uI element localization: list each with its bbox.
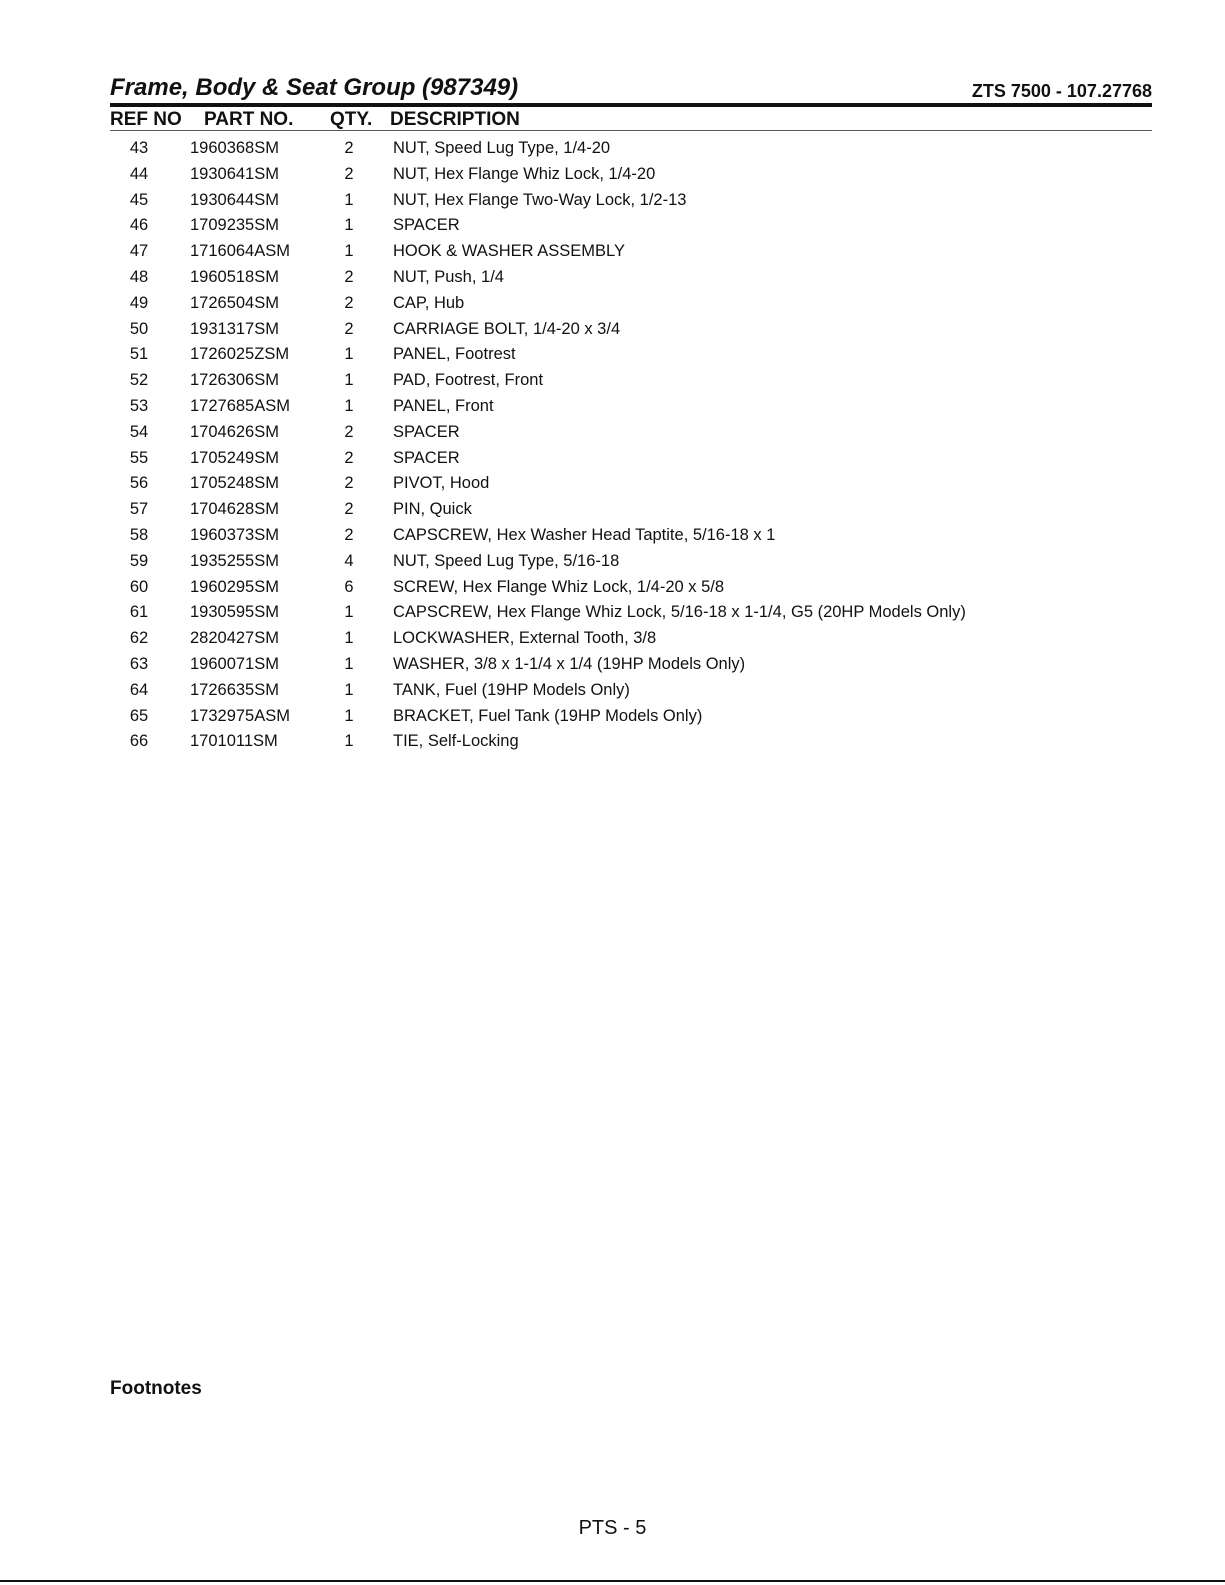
description-cell: SPACER: [393, 422, 460, 441]
column-header-underline: [110, 130, 1152, 131]
ref-no-cell: 50: [129, 319, 149, 338]
description-cell: CAPSCREW, Hex Washer Head Taptite, 5/16-18 x 1: [393, 525, 776, 544]
table-row: [0, 214, 1225, 240]
part-no-cell: 1726635SM: [190, 680, 279, 699]
section-title: Frame, Body & Seat Group (987349): [110, 74, 519, 101]
table-row: [0, 421, 1225, 447]
description-cell: CARRIAGE BOLT, 1/4-20 x 3/4: [393, 319, 621, 338]
description-cell: NUT, Push, 1/4: [393, 267, 504, 286]
column-header-part-no: PART NO.: [204, 109, 294, 130]
part-no-cell: 1930644SM: [190, 190, 279, 209]
qty-cell: 4: [344, 551, 354, 570]
qty-cell: 1: [344, 603, 354, 622]
table-row: [0, 550, 1225, 576]
table-row: [0, 292, 1225, 318]
description-cell: WASHER, 3/8 x 1-1/4 x 1/4 (19HP Models Only): [393, 654, 746, 673]
ref-no-cell: 46: [129, 216, 149, 235]
description-cell: NUT, Speed Lug Type, 5/16-18: [393, 551, 620, 570]
ref-no-cell: 44: [129, 164, 149, 183]
description-cell: CAP, Hub: [393, 293, 465, 312]
table-row: [0, 343, 1225, 369]
table-row: [0, 601, 1225, 627]
description-cell: SPACER: [393, 448, 460, 467]
table-row: [0, 627, 1225, 653]
part-no-cell: 1732975ASM: [190, 706, 290, 725]
table-row: [0, 576, 1225, 602]
description-cell: LOCKWASHER, External Tooth, 3/8: [393, 629, 657, 648]
part-no-cell: 1930595SM: [190, 603, 279, 622]
table-row: [0, 189, 1225, 215]
ref-no-cell: 49: [129, 293, 149, 312]
table-row: [0, 369, 1225, 395]
part-no-cell: 1704628SM: [190, 500, 279, 519]
description-cell: NUT, Speed Lug Type, 1/4-20: [393, 139, 611, 157]
header-divider: [110, 103, 1152, 107]
parts-list: [0, 137, 1225, 756]
part-no-cell: 1960295SM: [190, 577, 279, 596]
part-no-cell: 1726306SM: [190, 371, 279, 390]
table-row: [0, 163, 1225, 189]
model-number: ZTS 7500 - 107.27768: [971, 81, 1152, 101]
column-header-qty: QTY.: [330, 109, 373, 130]
ref-no-cell: 58: [129, 525, 149, 544]
ref-no-cell: 62: [129, 629, 149, 648]
qty-cell: 1: [344, 396, 354, 415]
qty-cell: 2: [344, 525, 354, 544]
qty-cell: 1: [344, 706, 354, 725]
ref-no-cell: 54: [129, 422, 149, 441]
table-row: [0, 653, 1225, 679]
description-cell: NUT, Hex Flange Two-Way Lock, 1/2-13: [393, 190, 687, 209]
page-header: [110, 72, 1152, 104]
part-no-cell: 1701011SM: [190, 732, 278, 751]
ref-no-cell: 65: [129, 706, 149, 725]
table-row: [0, 705, 1225, 731]
description-cell: CAPSCREW, Hex Flange Whiz Lock, 5/16-18 x 1-1/4, G5 (20HP Models Only): [393, 603, 966, 622]
description-cell: PANEL, Front: [393, 396, 494, 415]
part-no-cell: 1960373SM: [190, 525, 279, 544]
table-row: [0, 730, 1225, 756]
part-no-cell: 1726025ZSM: [190, 345, 290, 364]
qty-cell: 2: [344, 448, 354, 467]
description-cell: PIN, Quick: [393, 500, 472, 519]
description-cell: TIE, Self-Locking: [393, 732, 519, 751]
ref-no-cell: 57: [129, 500, 149, 519]
ref-no-cell: 66: [129, 732, 149, 751]
qty-cell: 1: [344, 190, 354, 209]
table-row: [0, 318, 1225, 344]
qty-cell: 1: [344, 242, 354, 261]
ref-no-cell: 59: [129, 551, 149, 570]
qty-cell: 2: [344, 422, 354, 441]
part-no-cell: 2820427SM: [190, 629, 279, 648]
table-row: [0, 447, 1225, 473]
description-cell: HOOK & WASHER ASSEMBLY: [393, 242, 625, 261]
ref-no-cell: 45: [129, 190, 149, 209]
description-cell: PAD, Footrest, Front: [393, 371, 544, 390]
qty-cell: 2: [344, 500, 354, 519]
page-number: PTS - 5: [578, 1517, 647, 1539]
ref-no-cell: 53: [129, 396, 149, 415]
qty-cell: 2: [344, 164, 354, 183]
table-row: [0, 240, 1225, 266]
qty-cell: 2: [344, 139, 354, 157]
description-cell: SCREW, Hex Flange Whiz Lock, 1/4-20 x 5/8: [393, 577, 725, 596]
part-no-cell: 1709235SM: [190, 216, 279, 235]
description-cell: BRACKET, Fuel Tank (19HP Models Only): [393, 706, 703, 725]
part-no-cell: 1716064ASM: [190, 242, 290, 261]
ref-no-cell: 61: [129, 603, 149, 622]
page-bottom-edge: [0, 1580, 1225, 1582]
ref-no-cell: 56: [129, 474, 149, 493]
part-no-cell: 1705249SM: [190, 448, 279, 467]
qty-cell: 1: [344, 216, 354, 235]
part-no-cell: 1727685ASM: [190, 396, 290, 415]
qty-cell: 1: [344, 680, 354, 699]
table-row: [0, 266, 1225, 292]
ref-no-cell: 55: [129, 448, 149, 467]
ref-no-cell: 48: [129, 267, 149, 286]
column-header-ref-no: REF NO: [110, 109, 182, 130]
description-cell: PANEL, Footrest: [393, 345, 516, 364]
qty-cell: 1: [344, 732, 354, 751]
part-no-cell: 1705248SM: [190, 474, 279, 493]
qty-cell: 2: [344, 474, 354, 493]
ref-no-cell: 51: [129, 345, 149, 364]
qty-cell: 1: [344, 629, 354, 648]
qty-cell: 1: [344, 654, 354, 673]
part-no-cell: 1960368SM: [190, 139, 279, 157]
footnotes-heading: Footnotes: [110, 1378, 202, 1399]
description-cell: SPACER: [393, 216, 460, 235]
table-row: [0, 679, 1225, 705]
ref-no-cell: 43: [129, 139, 149, 157]
part-no-cell: 1935255SM: [190, 551, 279, 570]
part-no-cell: 1704626SM: [190, 422, 279, 441]
ref-no-cell: 52: [129, 371, 149, 390]
description-cell: NUT, Hex Flange Whiz Lock, 1/4-20: [393, 164, 656, 183]
part-no-cell: 1930641SM: [190, 164, 279, 183]
ref-no-cell: 64: [129, 680, 149, 699]
ref-no-cell: 47: [129, 242, 149, 261]
qty-cell: 2: [344, 293, 354, 312]
table-row: [0, 498, 1225, 524]
part-no-cell: 1960518SM: [190, 267, 279, 286]
part-no-cell: 1931317SM: [190, 319, 279, 338]
qty-cell: 1: [344, 371, 354, 390]
ref-no-cell: 63: [129, 654, 149, 673]
column-header-description: DESCRIPTION: [390, 109, 520, 130]
qty-cell: 6: [344, 577, 354, 596]
part-no-cell: 1726504SM: [190, 293, 279, 312]
description-cell: PIVOT, Hood: [393, 474, 490, 493]
table-row: [0, 395, 1225, 421]
qty-cell: 2: [344, 267, 354, 286]
table-row: [0, 524, 1225, 550]
table-row: [0, 137, 1225, 163]
ref-no-cell: 60: [129, 577, 149, 596]
description-cell: TANK, Fuel (19HP Models Only): [393, 680, 630, 699]
table-row: [0, 472, 1225, 498]
qty-cell: 2: [344, 319, 354, 338]
qty-cell: 1: [344, 345, 354, 364]
part-no-cell: 1960071SM: [190, 654, 279, 673]
